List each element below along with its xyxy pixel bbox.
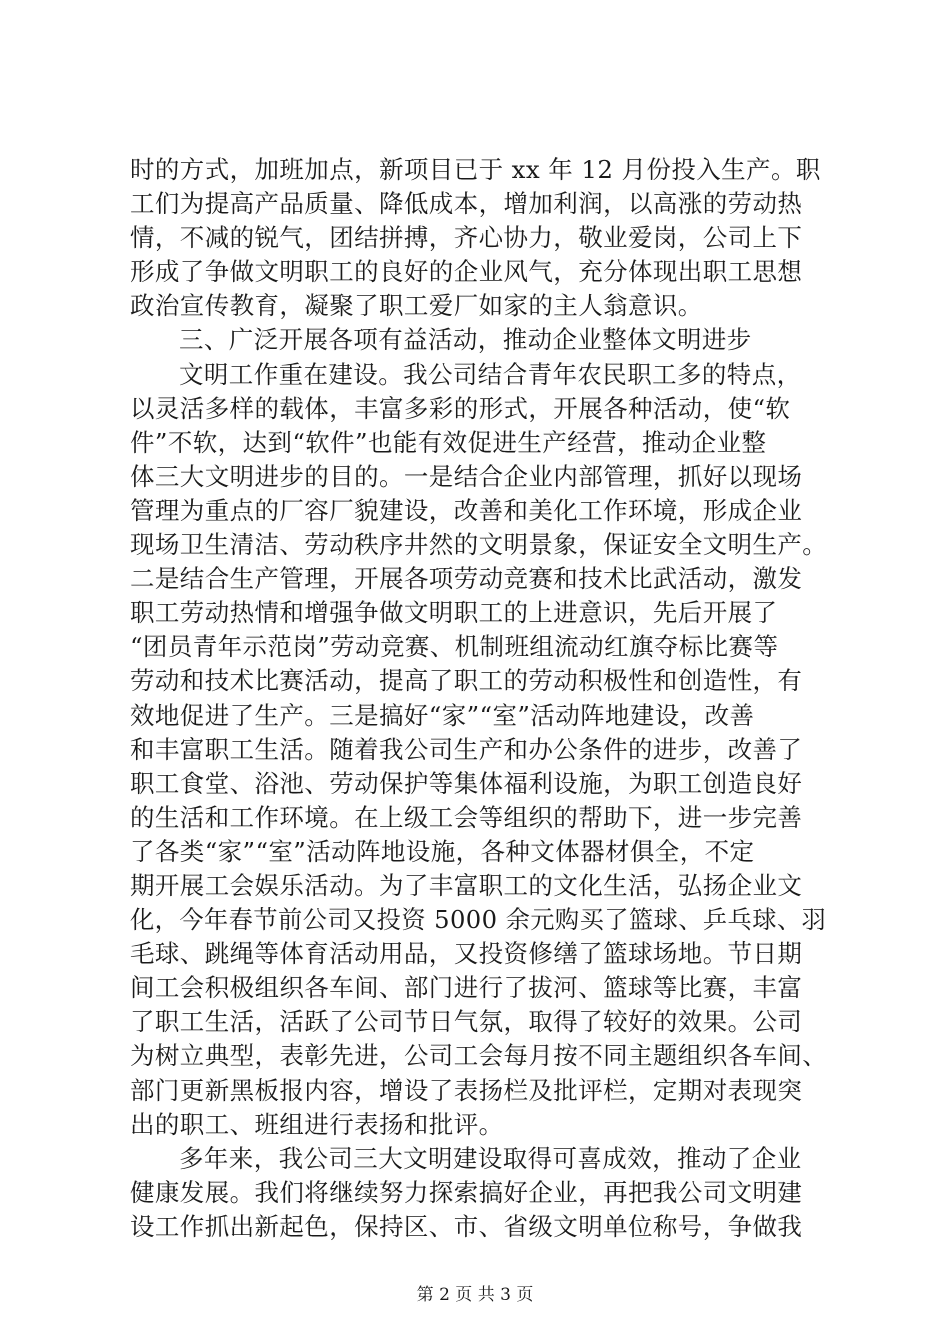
text-line: 了各类“家”“室”活动阵地设施，各种文体器材俱全，不定 [130, 836, 755, 866]
page-number-footer: 第 2 页 共 3 页 [416, 1285, 534, 1305]
text-line: 形成了争做文明职工的良好的企业风气，充分体现出职工思想 [130, 257, 803, 287]
text-line: 期开展工会娱乐活动。为了丰富职工的文化生活，弘扬企业文 [130, 870, 803, 900]
text-line: 以灵活多样的载体，丰富多彩的形式，开展各种活动，使“软 [130, 393, 791, 423]
text-line: 件”不软，达到“软件”也能有效促进生产经营，推动企业整 [130, 427, 767, 457]
text-line: 为树立典型，表彰先进，公司工会每月按不同主题组织各车间、 [130, 1041, 828, 1071]
text-line: “团员青年示范岗”劳动竞赛、机制班组流动红旗夺标比赛等 [130, 632, 779, 662]
text-line: 劳动和技术比赛活动，提高了职工的劳动积极性和创造性，有 [130, 666, 803, 696]
text-line: 职工食堂、浴池、劳动保护等集体福利设施，为职工创造良好 [130, 768, 803, 798]
text-line: 间工会积极组织各车间、部门进行了拔河、篮球等比赛，丰富 [130, 973, 803, 1003]
text-line: 了职工生活，活跃了公司节日气氛，取得了较好的效果。公司 [130, 1007, 803, 1037]
section-heading: 三、广泛开展各项有益活动，推动企业整体文明进步 [179, 325, 752, 355]
text-line: 工们为提高产品质量、降低成本，增加利润，以高涨的劳动热 [130, 189, 803, 219]
document-body [130, 153, 830, 1244]
text-line: 二是结合生产管理，开展各项劳动竞赛和技术比武活动，激发 [130, 564, 803, 594]
text-line: 情，不减的锐气，团结拼搏，齐心协力，敬业爱岗，公司上下 [130, 223, 803, 253]
text-line: 化，今年春节前公司又投资 5000 余元购买了篮球、乒乓球、羽 [130, 905, 827, 935]
text-line: 健康发展。我们将继续努力探索搞好企业，再把我公司文明建 [130, 1177, 803, 1207]
text-line: 现场卫生清洁、劳动秩序井然的文明景象，保证安全文明生产。 [130, 530, 828, 560]
paragraph-first-line: 多年来，我公司三大文明建设取得可喜成效，推动了企业 [179, 1143, 802, 1173]
text-line: 职工劳动热情和增强争做文明职工的上进意识，先后开展了 [130, 598, 778, 628]
text-line: 部门更新黑板报内容，增设了表扬栏及批评栏，定期对表现突 [130, 1075, 803, 1105]
text-line: 设工作抓出新起色，保持区、市、省级文明单位称号，争做我 [130, 1211, 803, 1241]
text-line: 出的职工、班组进行表扬和批评。 [130, 1109, 504, 1139]
text-line: 和丰富职工生活。随着我公司生产和办公条件的进步，改善了 [130, 734, 803, 764]
text-line: 政治宣传教育，凝聚了职工爱厂如家的主人翁意识。 [130, 291, 703, 321]
paragraph-first-line: 文明工作重在建设。我公司结合青年农民职工多的特点， [179, 359, 802, 389]
text-line: 时的方式，加班加点，新项目已于 xx 年 12 月份投入生产。职 [130, 155, 821, 184]
text-line: 效地促进了生产。三是搞好“家”“室”活动阵地建设，改善 [130, 700, 755, 730]
text-line: 毛球、跳绳等体育活动用品，又投资修缮了篮球场地。节日期 [130, 939, 803, 969]
text-line: 体三大文明进步的目的。一是结合企业内部管理，抓好以现场 [130, 461, 803, 491]
text-line: 管理为重点的厂容厂貌建设，改善和美化工作环境，形成企业 [130, 495, 803, 525]
text-line: 的生活和工作环境。在上级工会等组织的帮助下，进一步完善 [130, 802, 803, 832]
